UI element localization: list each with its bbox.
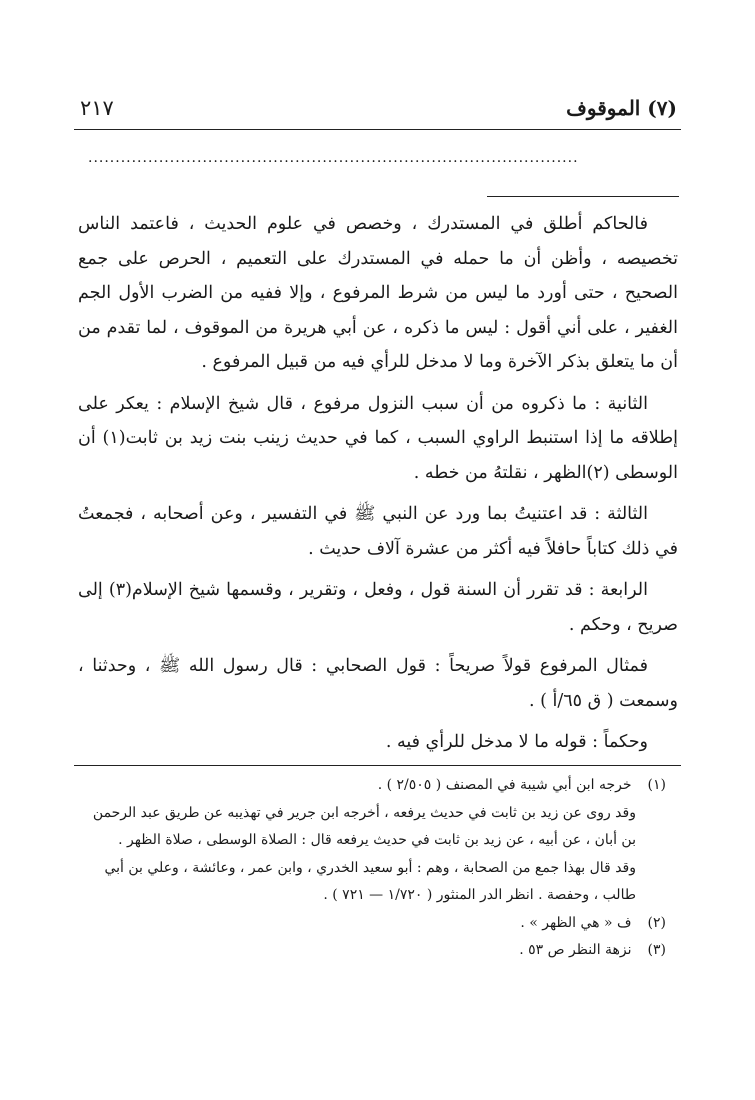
ellipsis-line: .......................................................................................... — [88, 150, 579, 166]
footnote-number: (٣) — [647, 942, 666, 958]
footnote-number: (٢) — [647, 914, 666, 931]
footnote-rule — [74, 765, 681, 766]
body-paragraph: الرابعة : قد تقرر أن السنة قول ، وفعل ، وتقرير ، وقسمها شيخ الإسلام(٣) إلى صريح ، وحكم . — [78, 580, 678, 635]
page-header — [80, 96, 677, 130]
footnote-1 — [88, 772, 666, 800]
body-paragraph: الثانية : ما ذكروه من أن سبب النزول مرفوع ، قال شيخ الإسلام : يعكر على إطلاقه ما إذا استنبط الراوي السبب ، كما في حديث زينب بنت زيد بن ثابت(١) أن الوسطى (٢)الظهر ، نقلتهُ من خطه . — [78, 393, 678, 483]
footnote-3 — [88, 937, 666, 965]
body-paragraph: وحكماً : قوله ما لا مدخل للرأي فيه . — [385, 732, 648, 752]
footnote-text: ف « هي الظهر » . — [520, 914, 632, 931]
footnote-2 — [88, 910, 666, 938]
body-paragraph: الثالثة : قد اعتنيتُ بما ورد عن النبي ﷺ في التفسير ، وعن أصحابه ، فجمعتُ في ذلك كتاباً حافلاً فيه أكثر من عشرة آلاف حديث . — [78, 504, 678, 559]
footnote-continuation: وقد روى عن زيد بن ثابت في حديث يرفعه ، أخرجه ابن جرير في تهذيبه عن طريق عبد الرحمن بن أبان ، عن أبيه ، عن زيد بن ثابت في حديث يرفعه قال : الصلاة الوسطى ، صلاة الظهر . — [92, 804, 636, 848]
footnotes — [88, 772, 666, 965]
running-title: (٧) الموقوف — [566, 96, 677, 120]
header-rule — [74, 129, 681, 130]
footnote-text: خرجه ابن أبي شيبة في المصنف ( ٢/٥٠٥ ) . — [377, 777, 632, 793]
footnote-continuation: وقد قال بهذا جمع من الصحابة ، وهم : أبو سعيد الخدري ، وابن عمر ، وعائشة ، وعلي بن أبي طالب ، وحفصة . انظر الدر المنثور ( ١/٧٢٠ — ٧٢١ ) . — [104, 859, 636, 903]
body-paragraph: فالحاكم أطلق في المستدرك ، وخصص في علوم الحديث ، فاعتمد الناس تخصيصه ، وأظن أن ما حمله في المستدرك على التعميم ، الحرص على جمع الصحيح ، حتى أورد ما ليس من شرط المرفوع ، وإلا ففيه من الضرب الأول الجم الغفير ، على أني أقول : ليس ما ذكره ، عن أبي هريرة من الموقوف ، لما تقدم من أن ما يتعلق بذكر الآخرة وما لا مدخل للرأي فيه من قبيل المرفوع . — [78, 214, 678, 372]
footnote-number: (١) — [647, 777, 666, 793]
body-paragraph: فمثال المرفوع قولاً صريحاً : قول الصحابي : قال رسول الله ﷺ ، وحدثنا ، وسمعت ( ق ٦٥/أ ) . — [78, 656, 678, 711]
section-rule — [487, 196, 679, 197]
footnote-text: نزهة النظر ص ٥٣ . — [519, 942, 632, 958]
main-text — [78, 207, 678, 767]
page-number: ٢١٧ — [80, 96, 114, 120]
